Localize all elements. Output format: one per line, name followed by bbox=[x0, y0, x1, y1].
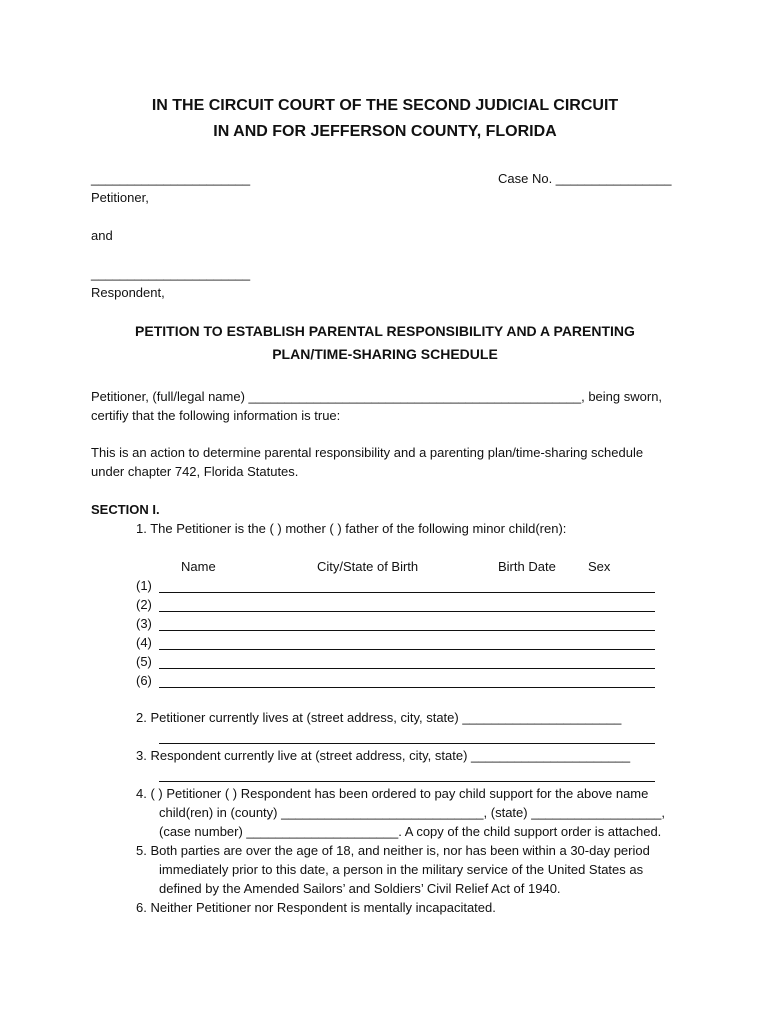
child-row-line bbox=[159, 668, 655, 669]
item-2: 2. Petitioner currently lives at (street address, city, state) ______________________ bbox=[136, 710, 622, 725]
intro-line2: certifiy that the following information is true: bbox=[91, 408, 341, 423]
action-line1: This is an action to determine parental responsibility and a parenting plan/time-sharing schedule bbox=[91, 445, 644, 460]
child-row-label: (1) bbox=[136, 578, 152, 593]
item-5-line3: defined by the Amended Sailors’ and Soldiers’ Civil Relief Act of 1940. bbox=[159, 881, 561, 896]
petitioner-name-line: ______________________ bbox=[91, 171, 251, 186]
address-continuation-line bbox=[159, 781, 655, 782]
respondent-name-line: ______________________ bbox=[91, 266, 251, 281]
intro-line1: Petitioner, (full/legal name) ______________________________________________, being sworn, bbox=[91, 389, 663, 404]
item-6: 6. Neither Petitioner nor Respondent is mentally incapacitated. bbox=[136, 900, 496, 915]
column-name: Name bbox=[181, 559, 216, 574]
petition-title-line1: PETITION TO ESTABLISH PARENTAL RESPONSIBILITY AND A PARENTING bbox=[135, 323, 635, 339]
and-label: and bbox=[91, 228, 113, 243]
item-4-line1: 4. ( ) Petitioner ( ) Respondent has been ordered to pay child support for the above name bbox=[136, 786, 649, 801]
item-4-line3: (case number) _____________________. A copy of the child support order is attached. bbox=[159, 824, 662, 839]
child-row-line bbox=[159, 611, 655, 612]
case-number-field: Case No. ________________ bbox=[498, 171, 672, 186]
item-1: 1. The Petitioner is the ( ) mother ( ) father of the following minor child(ren): bbox=[136, 521, 567, 536]
petitioner-label: Petitioner, bbox=[91, 190, 149, 205]
child-row-label: (4) bbox=[136, 635, 152, 650]
child-row-label: (2) bbox=[136, 597, 152, 612]
item-3: 3. Respondent currently live at (street address, city, state) ______________________ bbox=[136, 748, 631, 763]
item-5-line1: 5. Both parties are over the age of 18, and neither is, nor has been within a 30-day period bbox=[136, 843, 650, 858]
petition-title-line2: PLAN/TIME-SHARING SCHEDULE bbox=[272, 346, 498, 362]
section-heading: SECTION I. bbox=[91, 502, 160, 517]
item-4-line2: child(ren) in (county) ____________________________, (state) __________________, bbox=[159, 805, 665, 820]
child-row-line bbox=[159, 630, 655, 631]
address-continuation-line bbox=[159, 743, 655, 744]
column-city-state: City/State of Birth bbox=[317, 559, 419, 574]
child-row-label: (5) bbox=[136, 654, 152, 669]
action-line2: under chapter 742, Florida Statutes. bbox=[91, 464, 299, 479]
child-row-line bbox=[159, 592, 655, 593]
column-birth-date: Birth Date bbox=[498, 559, 556, 574]
child-row-line bbox=[159, 687, 655, 688]
child-row-line bbox=[159, 649, 655, 650]
item-5-line2: immediately prior to this date, a person in the military service of the United States as bbox=[159, 862, 644, 877]
child-row-label: (6) bbox=[136, 673, 152, 688]
column-sex: Sex bbox=[588, 559, 611, 574]
court-heading-line1: IN THE CIRCUIT COURT OF THE SECOND JUDICIAL CIRCUIT bbox=[151, 97, 619, 114]
child-row-label: (3) bbox=[136, 616, 152, 631]
respondent-label: Respondent, bbox=[91, 285, 165, 300]
court-heading-line2: IN AND FOR JEFFERSON COUNTY, FLORIDA bbox=[213, 123, 557, 140]
